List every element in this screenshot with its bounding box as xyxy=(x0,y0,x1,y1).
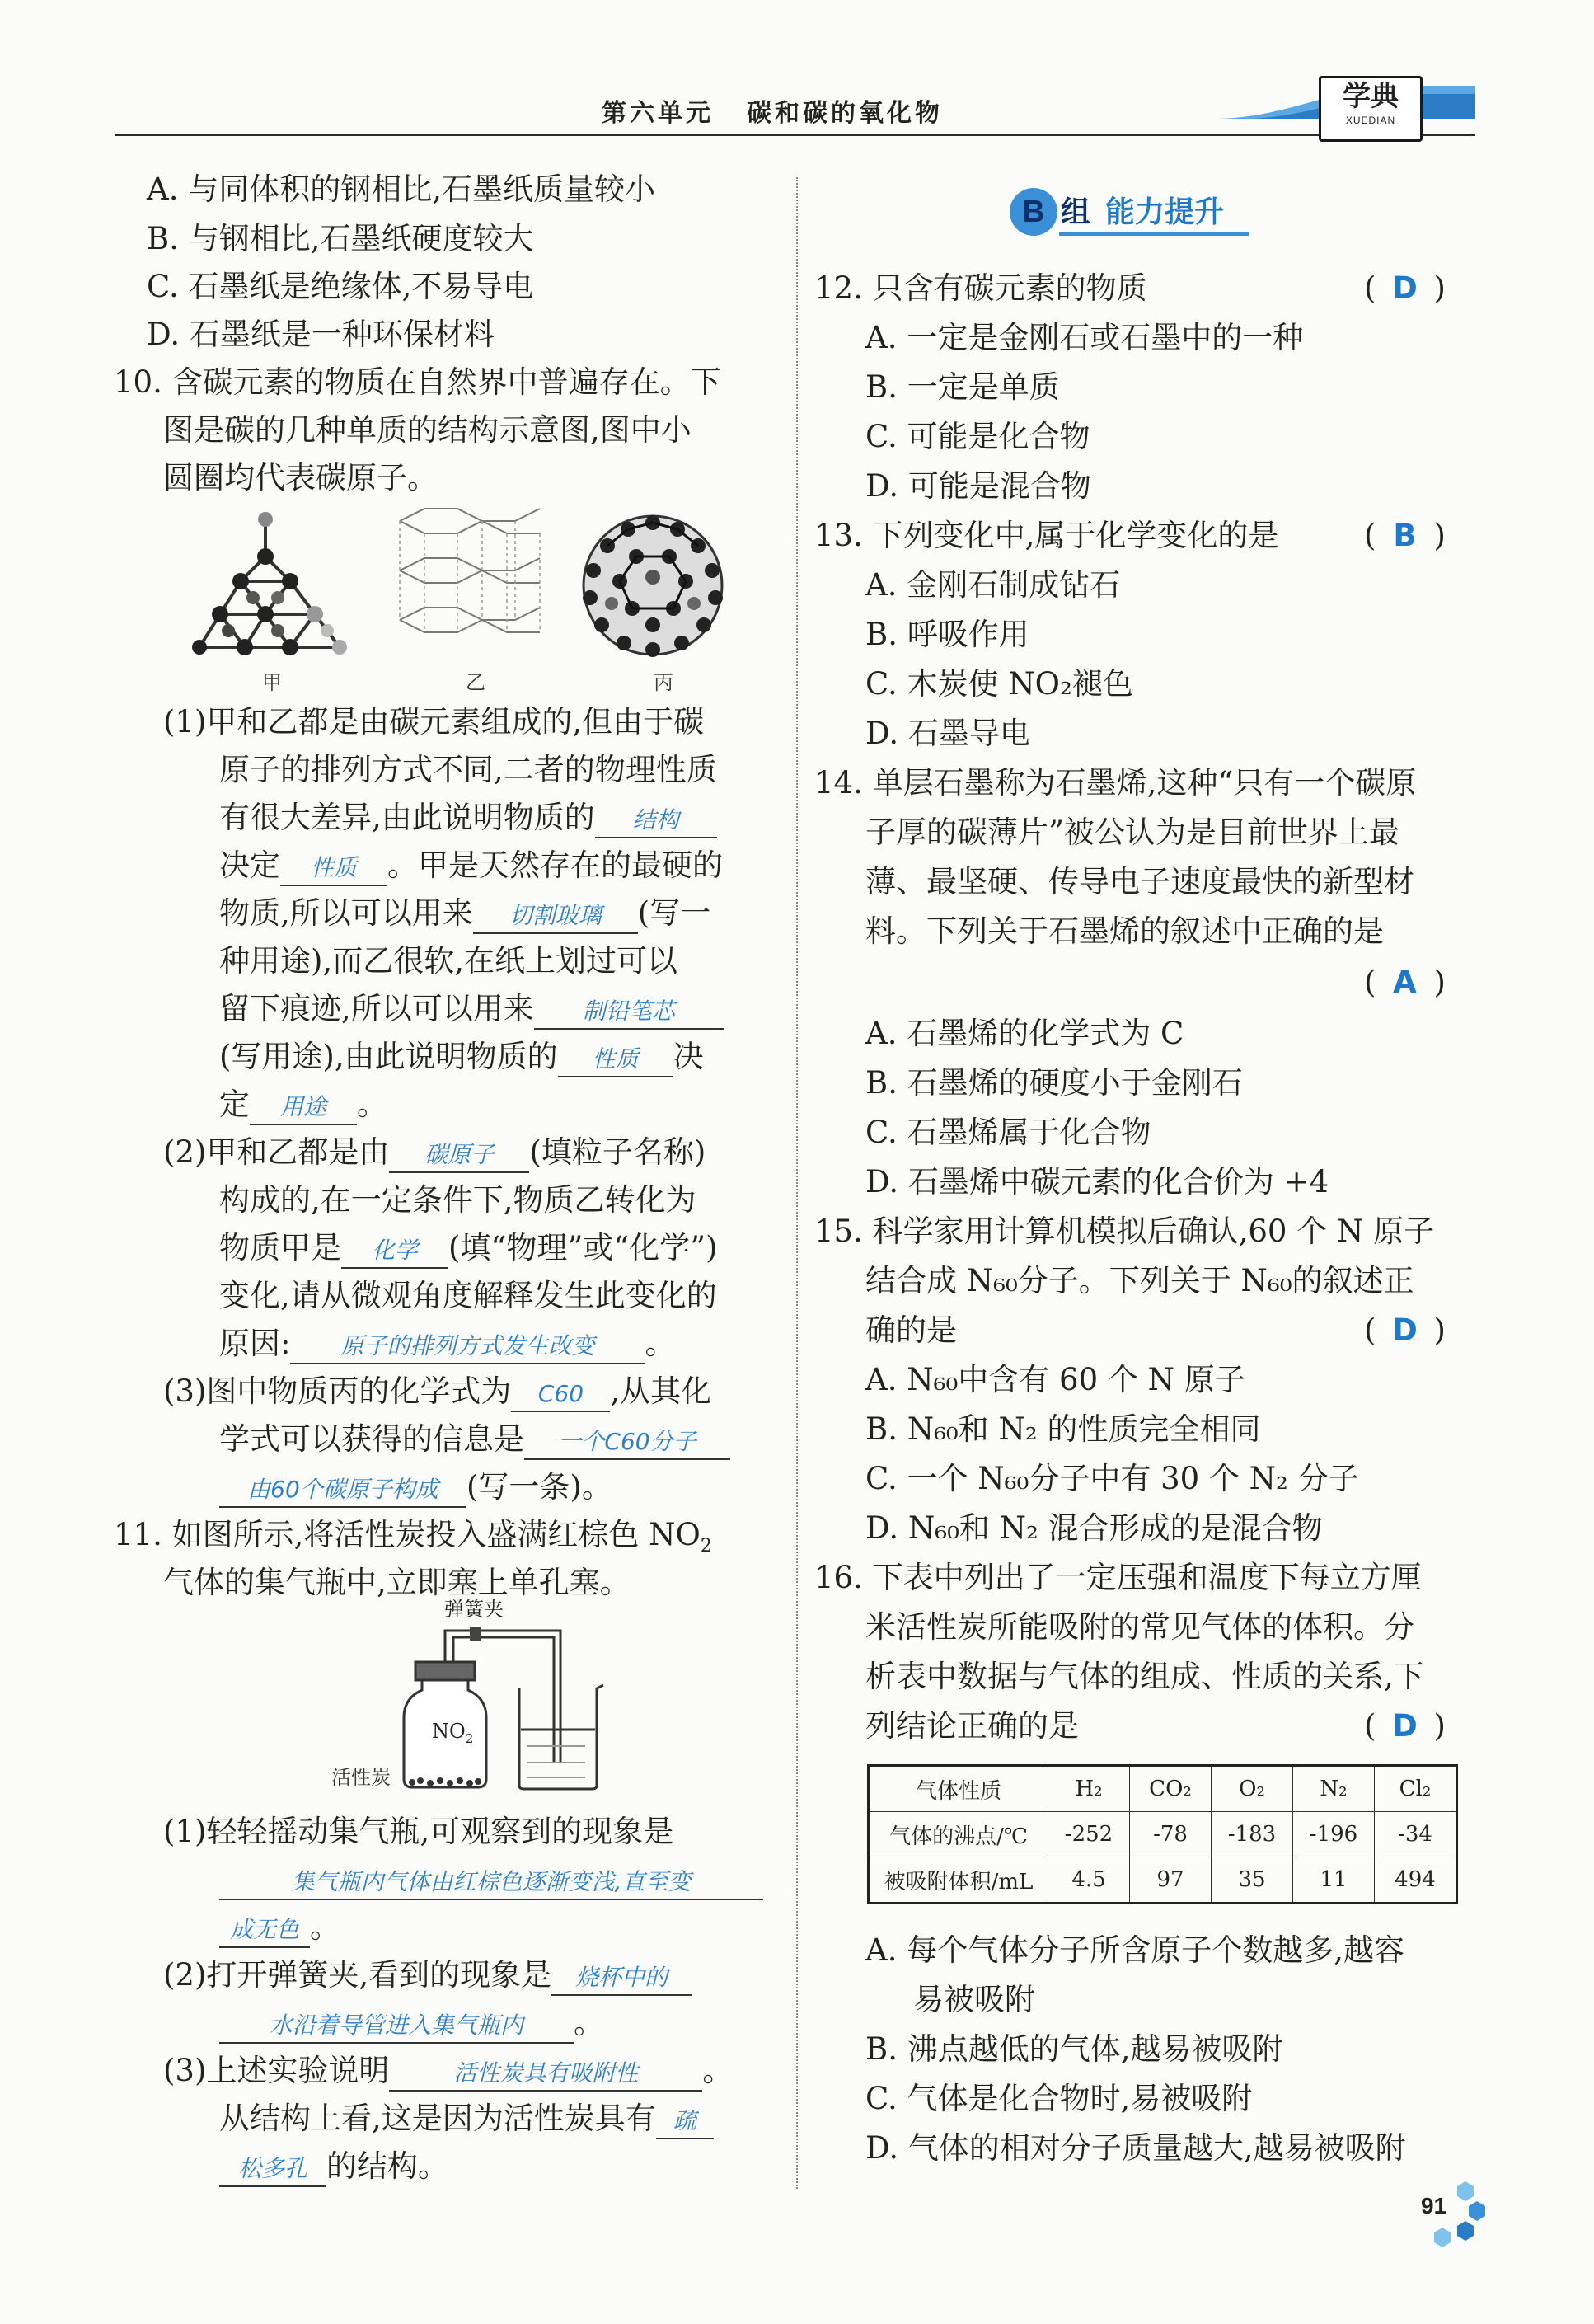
q10-p1-line4-rest: 。甲是天然存在的最硬的 xyxy=(387,847,723,883)
answer-fill-use: 用途 xyxy=(250,1091,357,1125)
gas-adsorption-table xyxy=(867,1764,1458,1904)
table-cell: 被吸附体积/mL xyxy=(869,1857,1048,1904)
q16-option-a: A. 每个气体分子所含原子个数越多,越容 xyxy=(865,1932,1405,1968)
q13-answer-paren: ( B ) xyxy=(1364,518,1446,553)
q10-p3-line2-text: 学式可以获得的信息是 xyxy=(219,1421,524,1457)
figure-caption-jia: 甲 xyxy=(262,671,282,694)
header-title xyxy=(602,92,943,129)
table-cell: -183 xyxy=(1212,1812,1293,1857)
q11-stem-1-text: 11. 如图所示,将活性炭投入盛满红棕色 NO xyxy=(114,1517,701,1552)
q12-stem: 12. 只含有碳元素的物质 xyxy=(814,270,1147,306)
q11-p3-line2-text: 从结构上看,这是因为活性炭具有 xyxy=(219,2101,656,2136)
answer-fill-pencil-lead: 制铅笔芯 xyxy=(534,995,724,1030)
figure-caption-bing: 丙 xyxy=(654,671,673,694)
svg-text:NO2: $NO_2$ xyxy=(432,1720,474,1746)
q10-p1-line5-rest: (写一 xyxy=(637,895,711,931)
q12-option-c: C. 可能是化合物 xyxy=(865,419,1090,454)
q11-p1-line1: (1)轻轻摇动集气瓶,可观察到的现象是 xyxy=(163,1814,674,1849)
q10-p1-line6: 种用途),而乙很软,在纸上划过可以 xyxy=(219,943,677,979)
answer-fill-c60: C60 xyxy=(511,1378,610,1412)
q10-p2-line1-text: (2)甲和乙都是由 xyxy=(163,1134,390,1170)
q13-answer: B xyxy=(1393,518,1417,553)
table-header-cell: Cl₂ xyxy=(1375,1766,1457,1812)
q16-option-b: B. 沸点越低的气体,越易被吸附 xyxy=(865,2031,1283,2067)
q14-answer: A xyxy=(1393,965,1417,1000)
q11-p1-line3 xyxy=(219,1903,340,1952)
q15-answer-paren: ( D ) xyxy=(1364,1312,1446,1348)
q15-option-b: B. N₆₀和 N₂ 的性质完全相同 xyxy=(865,1411,1261,1447)
q13-option-a: A. 金刚石制成钻石 xyxy=(865,567,1121,603)
q14-stem-3: 薄、最坚硬、传导电子速度最快的新型材 xyxy=(865,864,1414,899)
q11-p3-line3 xyxy=(219,2142,448,2191)
q11-p3-line1-text: (3)上述实验说明 xyxy=(163,2053,390,2088)
table-header-cell: 气体性质 xyxy=(869,1766,1048,1812)
q11-p2-line1-text: (2)打开弹簧夹,看到的现象是 xyxy=(163,1957,552,1993)
answer-fill-c60-molecule: 一个C60分子 xyxy=(524,1425,730,1460)
q10-p1-line7-text: 留下痕迹,所以可以用来 xyxy=(219,991,534,1026)
q15-stem-1: 15. 科学家用计算机模拟后确认,60 个 N 原子 xyxy=(814,1214,1435,1249)
answer-fill-colorless: 成无色 xyxy=(219,1913,310,1948)
q11-p3-line2 xyxy=(219,2094,714,2143)
q10-p2-line5-text: 原因: xyxy=(219,1326,291,1361)
q10-p2-line1 xyxy=(163,1128,706,1177)
q10-p2-line3-text: 物质甲是 xyxy=(219,1230,341,1265)
q10-p1-line9-text: 定 xyxy=(219,1087,250,1122)
q14-stem-1: 14. 单层石墨称为石墨烯,这种“只有一个碳原 xyxy=(814,765,1417,800)
spring-clip-label: 弹簧夹 xyxy=(444,1598,504,1621)
table-cell: 气体的沸点/℃ xyxy=(869,1812,1048,1857)
section-underline xyxy=(1059,232,1249,236)
answer-fill-adsorption: 活性炭具有吸附性 xyxy=(389,2057,702,2092)
table-header-cell: CO₂ xyxy=(1130,1766,1212,1812)
q13-option-c: C. 木炭使 NO₂褪色 xyxy=(865,666,1133,702)
answer-fill-arrangement-changed: 原子的排列方式发生改变 xyxy=(290,1330,645,1364)
q13-stem: 13. 下列变化中,属于化学变化的是 xyxy=(814,518,1279,553)
table-row xyxy=(869,1857,1457,1904)
q11-p1-line2 xyxy=(219,1855,763,1904)
q11-p1-end: 。 xyxy=(310,1909,340,1945)
q12-answer-paren: ( D ) xyxy=(1364,270,1446,306)
section-b-heading xyxy=(1010,188,1224,236)
q16-option-a-cont: 易被吸附 xyxy=(913,1982,1035,2017)
q15-stem-2: 结合成 N₆₀分子。下列关于 N₆₀的叙述正 xyxy=(865,1263,1414,1298)
table-header-cell: H₂ xyxy=(1048,1766,1130,1812)
q10-p2-line3 xyxy=(219,1223,718,1273)
table-cell: 97 xyxy=(1130,1857,1212,1904)
q10-p2-line2: 构成的,在一定条件下,物质乙转化为 xyxy=(219,1182,696,1218)
q11-p2-end: 。 xyxy=(574,2005,604,2040)
q15-answer: D xyxy=(1392,1312,1418,1348)
q12-option-a: A. 一定是金刚石或石墨中的一种 xyxy=(865,320,1304,355)
q16-stem-1: 16. 下表中列出了一定压强和温度下每立方厘 xyxy=(814,1560,1422,1595)
q10-p1-line2: 原子的排列方式不同,二者的物理性质 xyxy=(219,752,717,787)
table-cell: -196 xyxy=(1293,1812,1375,1857)
answer-fill-water-enters: 水沿着导管进入集气瓶内 xyxy=(219,2009,574,2044)
logo-en: XUEDIAN xyxy=(1345,115,1396,126)
answer-fill-property: 性质 xyxy=(280,852,387,886)
brand-logo xyxy=(1319,76,1423,142)
page-number: 91 xyxy=(1421,2193,1447,2218)
graphite-structure-figure xyxy=(391,505,548,661)
q9-option-b: B. 与钢相比,石墨纸硬度较大 xyxy=(147,221,534,256)
logo-cn: 学典 xyxy=(1343,80,1399,113)
answer-fill-porous: 松多孔 xyxy=(219,2153,326,2187)
q10-p1-line3 xyxy=(219,793,717,843)
header-rule xyxy=(115,134,1475,136)
q10-p1-line3-text: 有很大差异,由此说明物质的 xyxy=(219,800,595,835)
table-row xyxy=(869,1812,1457,1857)
figure-caption-yi: 乙 xyxy=(466,671,485,694)
q11-p3-line3-rest: 的结构。 xyxy=(326,2148,448,2184)
q16-stem-4: 列结论正确的是 xyxy=(865,1708,1079,1744)
q10-p3-line1 xyxy=(163,1367,711,1416)
answer-fill-structure: 结构 xyxy=(595,804,717,838)
q11-p2-line1 xyxy=(163,1951,692,2000)
q12-option-d: D. 可能是混合物 xyxy=(865,468,1091,504)
q10-p1-line9 xyxy=(219,1080,387,1129)
section-letter: B xyxy=(1010,188,1057,236)
diamond-structure-figure xyxy=(191,507,356,664)
q10-p2-line5-rest: 。 xyxy=(645,1326,676,1361)
q14-stem-2: 子厚的碳薄片”被公认为是目前世界上最 xyxy=(865,815,1399,850)
q10-p1-line8-text: (写用途),由此说明物质的 xyxy=(219,1039,558,1074)
q13-option-d: D. 石墨导电 xyxy=(865,716,1030,751)
table-cell: 11 xyxy=(1293,1857,1375,1904)
q16-answer: D xyxy=(1392,1708,1418,1744)
q10-p1-line9-rest: 。 xyxy=(357,1087,387,1122)
q11-p3-line1 xyxy=(163,2046,733,2096)
q16-stem-3: 析表中数据与气体的组成、性质的关系,下 xyxy=(865,1659,1424,1694)
table-header-cell: N₂ xyxy=(1293,1766,1375,1812)
q16-answer-paren: ( D ) xyxy=(1364,1708,1446,1744)
q14-answer-paren: ( A ) xyxy=(1364,965,1446,1000)
header-topic: 碳和碳的氧化物 xyxy=(747,99,943,128)
q10-p3-line3 xyxy=(219,1462,612,1512)
section-group: 组 xyxy=(1061,195,1091,229)
q10-p2-line4: 变化,请从微观角度解释发生此变化的 xyxy=(219,1278,717,1313)
q10-p3-line1-text: (3)图中物质丙的化学式为 xyxy=(163,1373,512,1409)
q14-option-a: A. 石墨烯的化学式为 C xyxy=(865,1016,1184,1051)
q10-p3-line1-rest: ,从其化 xyxy=(610,1373,712,1409)
table-cell: 4.5 xyxy=(1048,1857,1130,1904)
q15-option-c: C. 一个 N₆₀分子中有 30 个 N₂ 分子 xyxy=(865,1461,1359,1496)
q10-p1-line5-text: 物质,所以可以用来 xyxy=(219,895,473,931)
c60-structure-figure xyxy=(579,511,727,660)
table-header-row xyxy=(869,1766,1457,1812)
answer-fill-chemical: 化学 xyxy=(341,1234,448,1269)
q10-p3-line2 xyxy=(219,1415,730,1464)
answer-fill-beaker: 烧杯中的 xyxy=(551,1961,692,1996)
q15-option-d: D. N₆₀和 N₂ 混合形成的是混合物 xyxy=(865,1510,1323,1546)
q11-stem-1: 11. 如图所示,将活性炭投入盛满红棕色 $NO_2$ xyxy=(114,1517,712,1556)
q14-option-c: C. 石墨烯属于化合物 xyxy=(865,1115,1151,1150)
q11-stem-2: 气体的集气瓶中,立即塞上单孔塞。 xyxy=(163,1565,631,1600)
answer-fill-color-fades: 集气瓶内气体由红棕色逐渐变浅,直至变 xyxy=(219,1866,763,1900)
q10-p1-line8 xyxy=(219,1032,704,1082)
q12-option-b: B. 一定是单质 xyxy=(865,369,1060,405)
q11-p2-line2 xyxy=(219,1998,604,2048)
table-cell: -252 xyxy=(1048,1812,1130,1857)
q10-p1-line4-text: 决定 xyxy=(219,847,280,883)
q10-p1-line5 xyxy=(219,889,710,938)
table-header-cell: O₂ xyxy=(1212,1766,1293,1812)
answer-fill-carbon-atom: 碳原子 xyxy=(389,1139,529,1173)
q10-p2-line1-rest: (填粒子名称) xyxy=(529,1134,706,1170)
q16-option-d: D. 气体的相对分子质量越大,越易被吸附 xyxy=(865,2130,1406,2166)
q14-stem-4: 料。下列关于石墨烯的叙述中正确的是 xyxy=(865,913,1384,949)
q10-p2-line5 xyxy=(219,1319,675,1369)
section-title: 能力提升 xyxy=(1105,195,1225,229)
answer-fill-property-2: 性质 xyxy=(558,1043,673,1077)
q10-p2-line3-rest: (填“物理”或“化学”) xyxy=(448,1230,718,1265)
q10-p1-line8-rest: 决 xyxy=(673,1039,704,1074)
q14-option-d: D. 石墨烯中碳元素的化合价为 +4 xyxy=(865,1164,1329,1200)
q12-answer: D xyxy=(1392,270,1418,306)
activated-carbon-label: 活性炭 xyxy=(331,1766,391,1789)
answer-fill-cut-glass: 切割玻璃 xyxy=(473,899,638,934)
q9-option-a: A. 与同体积的钢相比,石墨纸质量较小 xyxy=(147,171,656,207)
header-unit: 第六单元 xyxy=(602,99,714,128)
q14-option-b: B. 石墨烯的硬度小于金刚石 xyxy=(865,1065,1243,1101)
q9-option-d: D. 石墨纸是一种环保材料 xyxy=(147,317,495,352)
q15-option-a: A. N₆₀中含有 60 个 N 原子 xyxy=(865,1362,1245,1397)
q16-stem-2: 米活性炭所能吸附的常见气体的体积。分 xyxy=(865,1609,1414,1645)
q10-stem-1: 10. 含碳元素的物质在自然界中普遍存在。下 xyxy=(114,364,721,400)
answer-fill-60-atoms: 由60个碳原子构成 xyxy=(219,1473,466,1508)
table-cell: -34 xyxy=(1375,1812,1457,1857)
q11-p3-line1-rest: 。 xyxy=(702,2053,734,2088)
q15-stem-3: 确的是 xyxy=(865,1312,957,1348)
table-cell: -78 xyxy=(1130,1812,1212,1857)
no2-label: NO xyxy=(432,1720,466,1743)
q10-stem-2: 图是碳的几种单质的结构示意图,图中小 xyxy=(163,412,692,448)
table-cell: 35 xyxy=(1212,1857,1293,1904)
table-cell: 494 xyxy=(1375,1857,1457,1904)
q13-option-b: B. 呼吸作用 xyxy=(865,617,1029,652)
answer-fill-loose: 疏 xyxy=(656,2105,714,2139)
q10-p1-line7 xyxy=(219,984,724,1034)
q16-option-c: C. 气体是化合物时,易被吸附 xyxy=(865,2081,1253,2116)
q10-p1-line1: (1)甲和乙都是由碳元素组成的,但由于碳 xyxy=(163,704,705,739)
q10-p1-line4 xyxy=(219,841,723,890)
q10-stem-3: 圆圈均代表碳原子。 xyxy=(163,460,438,495)
column-divider xyxy=(796,177,798,2189)
q10-p3-line3-rest: (写一条)。 xyxy=(466,1469,612,1505)
q9-option-c: C. 石墨纸是绝缘体,不易导电 xyxy=(147,269,534,304)
